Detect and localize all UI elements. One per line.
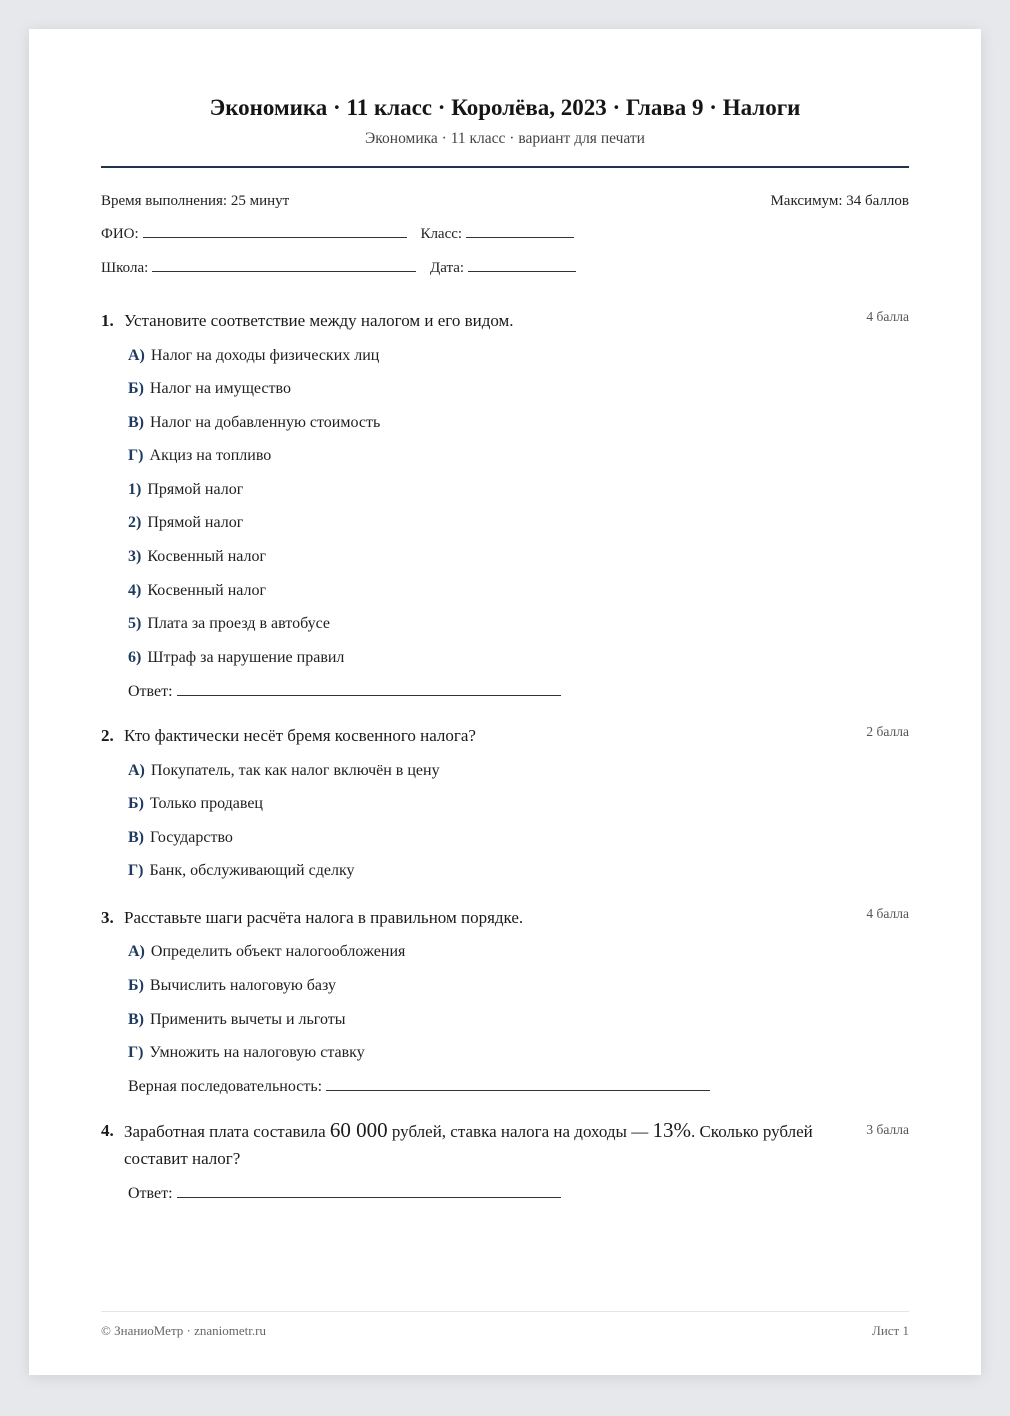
question-2-header	[101, 722, 909, 749]
option-text: Прямой налог	[147, 514, 244, 531]
question-1	[101, 307, 909, 334]
class-line[interactable]	[466, 236, 574, 238]
question-text-part: рублей, ставка налога на доходы —	[387, 1122, 653, 1141]
sequence-answer-field[interactable]	[128, 1078, 710, 1096]
worksheet-page	[29, 29, 981, 1375]
tax-rate: 13%	[652, 1118, 691, 1142]
school-line[interactable]	[152, 270, 416, 272]
question-points: 3 балла	[866, 1122, 909, 1137]
option-text: Штраф за нарушение правил	[147, 649, 345, 666]
option-item[interactable]	[128, 762, 440, 780]
option-item	[128, 582, 266, 600]
answer-line[interactable]	[177, 1196, 561, 1198]
option-label: Г)	[128, 447, 144, 464]
page-title: Экономика · 11 класс · Королёва, 2023 · Глава 9 · Налоги	[209, 95, 801, 120]
question-text: Кто фактически несёт бремя косвенного налога?	[124, 726, 476, 745]
question-3-header	[101, 904, 909, 931]
question-text-part: . Сколько рублей составит налог?	[124, 1122, 813, 1168]
question-number: 4.	[101, 1121, 114, 1140]
option-item[interactable]	[128, 795, 263, 813]
option-text: Налог на доходы физических лиц	[150, 347, 380, 364]
answer-label: Верная последовательность:	[128, 1078, 323, 1095]
question-number: 2.	[101, 726, 114, 745]
option-item	[128, 615, 330, 633]
option-text: Государство	[150, 829, 233, 846]
option-item	[128, 481, 243, 499]
option-text: Применить вычеты и льготы	[150, 1011, 346, 1028]
question-text: Установите соответствие между налогом и его видом.	[124, 311, 514, 330]
option-label: Г)	[128, 1044, 144, 1061]
question-number: 3.	[101, 908, 114, 927]
option-text: Акциз на топливо	[149, 447, 272, 464]
option-item[interactable]	[128, 829, 233, 847]
answer-line[interactable]	[326, 1089, 710, 1091]
option-text: Определить объект налогообложения	[150, 943, 406, 960]
meta-row-fio	[101, 226, 909, 243]
option-label: 3)	[128, 548, 142, 565]
max-score: Максимум: 34 баллов	[770, 193, 909, 209]
option-label: Г)	[128, 862, 144, 879]
option-label: А)	[128, 762, 145, 779]
date-label: Дата:	[430, 260, 465, 276]
option-label: А)	[128, 347, 145, 364]
option-item	[128, 514, 243, 532]
time-limit: Время выполнения: 25 минут	[101, 193, 290, 209]
page-subtitle: Экономика · 11 класс · вариант для печати	[365, 130, 645, 147]
footer-divider	[101, 1311, 909, 1312]
page-footer	[101, 1323, 909, 1339]
option-item	[128, 977, 336, 995]
option-label: В)	[128, 414, 144, 431]
option-item	[128, 380, 291, 398]
option-text: Вычислить налоговую базу	[149, 977, 337, 994]
answer-line[interactable]	[177, 694, 561, 696]
option-text: Только продавец	[149, 795, 263, 812]
option-item	[128, 1011, 346, 1029]
option-text: Налог на добавленную стоимость	[150, 414, 381, 431]
question-points: 4 балла	[866, 906, 909, 921]
question-3	[101, 904, 909, 931]
option-label: 4)	[128, 582, 142, 599]
class-field[interactable]	[420, 226, 574, 243]
question-points: 4 балла	[866, 309, 909, 324]
school-label: Школа:	[101, 260, 149, 276]
question-text: Расставьте шаги расчёта налога в правильном порядке.	[124, 908, 524, 927]
option-label: В)	[128, 829, 144, 846]
option-item	[128, 1044, 365, 1062]
option-label: А)	[128, 943, 145, 960]
salary-amount: 60 000	[329, 1118, 388, 1142]
class-label: Класс:	[420, 226, 463, 242]
option-label: 2)	[128, 514, 142, 531]
option-label: 5)	[128, 615, 142, 632]
question-1-header	[101, 307, 909, 334]
question-text	[124, 1117, 849, 1172]
meta-row-school	[101, 260, 909, 277]
option-text: Умножить на налоговую ставку	[149, 1044, 365, 1061]
option-item	[128, 943, 405, 961]
question-2	[101, 722, 909, 749]
option-item	[128, 649, 344, 667]
option-item	[128, 447, 271, 465]
fio-label: ФИО:	[101, 226, 139, 242]
option-item[interactable]	[128, 862, 355, 880]
option-text: Косвенный налог	[147, 548, 267, 565]
option-label: 6)	[128, 649, 142, 666]
header-divider	[101, 166, 909, 168]
page-number: Лист 1	[872, 1323, 909, 1338]
answer-label: Ответ:	[128, 1185, 173, 1202]
footer-copyright: © ЗнаниоМетр · znaniometr.ru	[101, 1323, 266, 1338]
question-4-header	[101, 1117, 909, 1172]
date-field[interactable]	[430, 260, 576, 277]
option-item	[128, 548, 266, 566]
option-label: Б)	[128, 795, 144, 812]
option-text: Плата за проезд в автобусе	[147, 615, 331, 632]
meta-row-time	[101, 193, 909, 210]
option-label: Б)	[128, 380, 144, 397]
page-content	[101, 29, 909, 1375]
answer-field[interactable]	[128, 683, 561, 701]
fio-field[interactable]	[101, 226, 407, 243]
fio-line[interactable]	[143, 236, 407, 238]
option-text: Покупатель, так как налог включён в цену	[150, 762, 440, 779]
question-number: 1.	[101, 311, 114, 330]
option-label: Б)	[128, 977, 144, 994]
question-4	[101, 1117, 909, 1172]
option-label: В)	[128, 1011, 144, 1028]
option-label: 1)	[128, 481, 142, 498]
answer-field[interactable]	[128, 1185, 561, 1203]
option-text: Налог на имущество	[149, 380, 291, 397]
option-item	[128, 414, 380, 432]
question-points: 2 балла	[866, 724, 909, 739]
answer-label: Ответ:	[128, 683, 173, 700]
school-field[interactable]	[101, 260, 416, 277]
option-text: Прямой налог	[147, 481, 244, 498]
option-item	[128, 347, 379, 365]
date-line[interactable]	[468, 270, 576, 272]
option-text: Косвенный налог	[147, 582, 267, 599]
question-text-part: Заработная плата составила	[124, 1122, 330, 1141]
option-text: Банк, обслуживающий сделку	[149, 862, 355, 879]
